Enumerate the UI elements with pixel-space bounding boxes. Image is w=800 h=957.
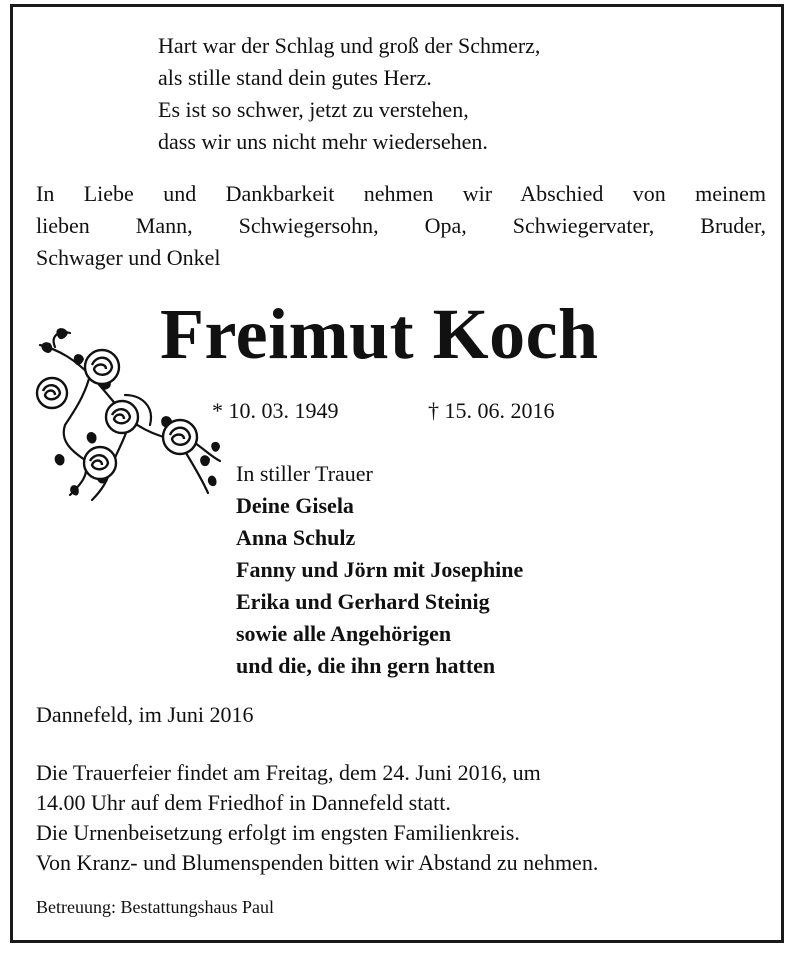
birth-date: * 10. 03. 1949 (212, 398, 339, 423)
poem-line: als stille stand dein gutes Herz. (158, 65, 432, 90)
memorial-poem (158, 30, 540, 158)
rose-branch-icon (30, 325, 225, 515)
intro-line: lieben Mann, Schwiegersohn, Opa, Schwiegervater, Bruder, (36, 213, 766, 238)
deceased-name: Freimut Koch (160, 294, 599, 374)
details-line: Die Urnenbeisetzung erfolgt im engsten Familienkreis. (36, 820, 520, 845)
mourner-name: sowie alle Angehörigen (236, 621, 452, 646)
place-and-date: Dannefeld, im Juni 2016 (36, 702, 254, 727)
poem-line: dass wir uns nicht mehr wiedersehen. (158, 129, 488, 154)
details-line: Von Kranz- und Blumenspenden bitten wir Abstand zu nehmen. (36, 850, 599, 875)
farewell-intro (36, 178, 766, 274)
mourners-block (236, 458, 523, 682)
poem-line: Hart war der Schlag und groß der Schmerz, (158, 33, 541, 58)
mourner-name: Anna Schulz (236, 525, 356, 550)
mourner-name: Deine Gisela (236, 493, 354, 518)
details-line: Die Trauerfeier findet am Freitag, dem 24. Juni 2016, um (36, 760, 541, 785)
death-date: † 15. 06. 2016 (428, 398, 555, 423)
details-line: 14.00 Uhr auf dem Friedhof in Dannefeld statt. (36, 790, 451, 815)
mourner-name: Fanny und Jörn mit Josephine (236, 557, 524, 582)
mourners-heading: In stiller Trauer (236, 461, 373, 486)
intro-line: In Liebe und Dankbarkeit nehmen wir Abschied von meinem (36, 181, 766, 206)
poem-line: Es ist so schwer, jetzt zu verstehen, (158, 97, 469, 122)
funeral-details (36, 758, 598, 878)
intro-line: Schwager und Onkel (36, 245, 221, 270)
funeral-home-credit: Betreuung: Bestattungshaus Paul (36, 897, 274, 917)
mourner-name: Erika und Gerhard Steinig (236, 589, 490, 614)
mourner-name: und die, die ihn gern hatten (236, 653, 496, 678)
